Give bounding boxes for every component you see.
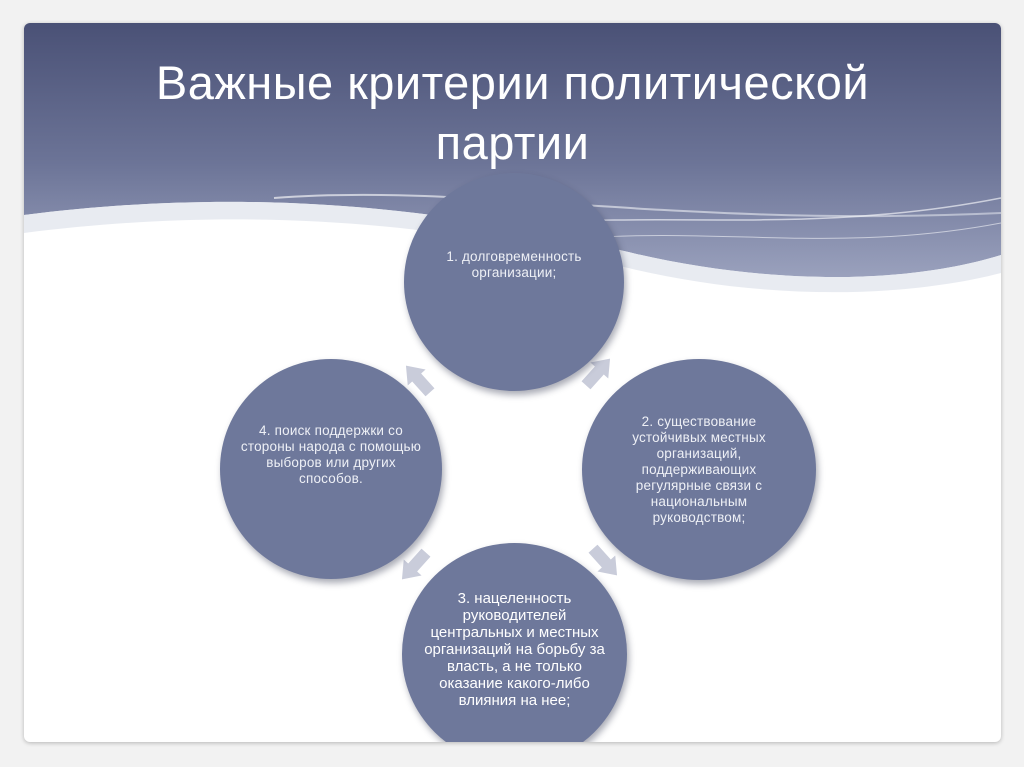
criterion-text-3: 3. нацеленность руководителей центральных и местных организаций на борьбу за власть, а не только оказание какого-либо влияния на нее; — [424, 589, 605, 709]
criterion-node-4 — [220, 359, 442, 579]
title-line-1: Важные критерии политической — [155, 56, 870, 109]
criterion-text-1: 1. долговременность организации; — [446, 248, 582, 280]
criterion-text-4: 4. поиск поддержки со стороны народа с помощью выборов или других способов. — [240, 423, 422, 486]
title-line-2: партии — [435, 116, 590, 169]
slide-title — [24, 53, 1001, 173]
criterion-node-2 — [582, 359, 816, 580]
slide — [24, 23, 1001, 742]
criterion-node-1 — [404, 173, 624, 391]
criterion-text-2: 2. существование устойчивых местных организаций, поддерживающих регулярные связи с национальным руководством; — [632, 413, 766, 525]
